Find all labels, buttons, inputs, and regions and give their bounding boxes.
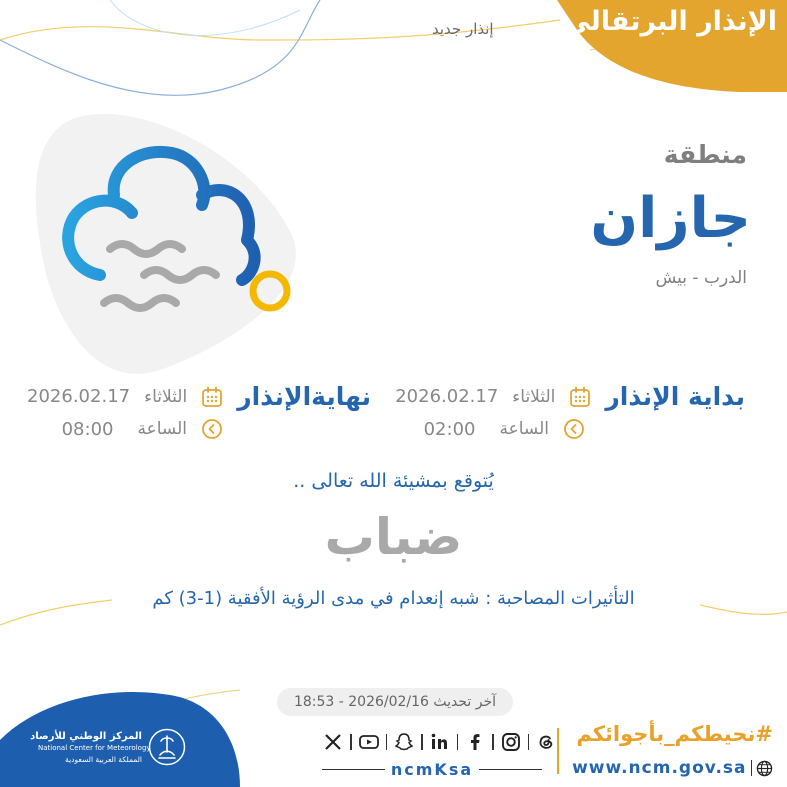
social-handle-text[interactable]: ncmKsa: [390, 760, 474, 779]
alert-start-block: [395, 382, 745, 411]
alert-level-title: الإنذار البرتقالي: [563, 6, 777, 37]
new-alert-label: إنذار جديد: [432, 20, 494, 38]
separator: [350, 734, 352, 750]
weather-impacts: التأثيرات المصاحبة : شبه إنعدام في مدى الرؤية الأفقية (1-3) كم: [152, 588, 635, 609]
separator: [528, 734, 530, 750]
clock-icon: [201, 418, 223, 440]
instagram-icon[interactable]: [500, 731, 522, 753]
snapchat-icon[interactable]: [393, 731, 415, 753]
alert-start-heading: بداية الإنذار: [605, 382, 745, 411]
x-icon[interactable]: [322, 731, 344, 753]
alert-start-time-row: [424, 418, 585, 440]
org-name-arabic: المركز الوطني للأرصاد: [30, 731, 142, 742]
separator: [492, 734, 494, 750]
country-name-arabic: المملكة العربية السعودية: [65, 755, 142, 764]
alert-end-time-row: [62, 418, 223, 440]
footer-divider: [557, 728, 559, 774]
ncm-logo-icon: [148, 728, 186, 766]
handle-line-left: [322, 769, 385, 770]
alert-end-block: [27, 382, 371, 411]
facebook-icon[interactable]: [464, 731, 486, 753]
alert-start-date: 2026.02.17: [395, 386, 499, 407]
region-label: منطقة: [663, 140, 747, 169]
alert-start-time: 02:00: [423, 418, 476, 440]
affected-subregions: الدرب - بيش: [655, 268, 747, 288]
handle-line-right: [479, 769, 542, 770]
calendar-icon: [569, 386, 591, 408]
globe-icon: [756, 760, 773, 777]
social-links: [322, 731, 557, 753]
clock-icon: [563, 418, 585, 440]
calendar-icon: [201, 386, 223, 408]
separator: [457, 734, 459, 750]
youtube-icon[interactable]: [358, 731, 380, 753]
website-link[interactable]: www.ncm.gov.sa: [572, 758, 747, 778]
threads-icon[interactable]: [535, 731, 557, 753]
alert-start-time-label: الساعة: [499, 419, 549, 439]
campaign-hashtag: #نحيطكم_بأجوائكم: [576, 722, 773, 746]
forecast-intro: يُتوقع بمشيئة الله تعالى ..: [293, 470, 494, 492]
alert-end-time-label: الساعة: [137, 419, 187, 439]
fog-cloud-icon: [52, 145, 297, 325]
alert-end-day: الثلاثاء: [144, 386, 188, 407]
separator: [751, 760, 753, 776]
separator: [421, 734, 423, 750]
region-name: جازان: [590, 186, 751, 251]
last-update-badge: آخر تحديث 2026/02/16 - 18:53: [277, 688, 513, 716]
website-link-group: [572, 758, 773, 778]
weather-event: ضباب: [324, 508, 463, 566]
separator: [386, 734, 388, 750]
alert-start-day: الثلاثاء: [512, 386, 556, 407]
alert-end-heading: نهايةالإنذار: [237, 382, 371, 411]
alert-end-time: 08:00: [61, 418, 114, 440]
org-name-english: National Center for Meteorology: [38, 744, 151, 752]
alert-end-date: 2026.02.17: [27, 386, 131, 407]
social-handle: [322, 760, 542, 779]
linkedin-icon[interactable]: [429, 731, 451, 753]
